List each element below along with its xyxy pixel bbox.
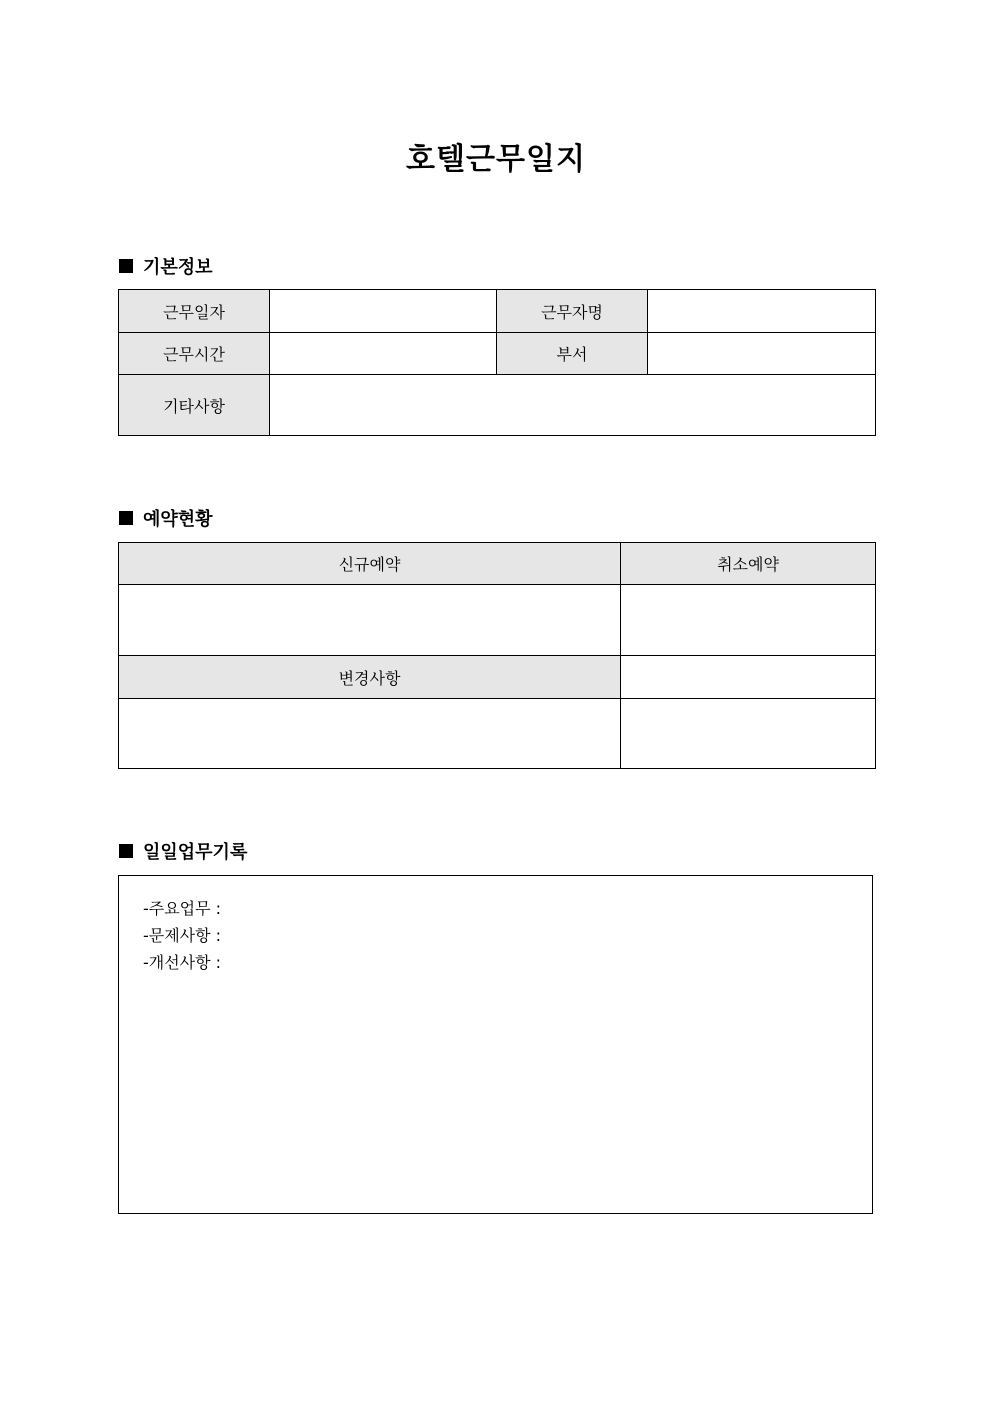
change-value[interactable]	[119, 699, 621, 769]
reservations-table	[118, 542, 876, 769]
daily-log-heading-text: 일일업무기록	[143, 842, 248, 863]
square-bullet-icon	[119, 844, 133, 858]
reservations-heading-text: 예약현황	[143, 509, 213, 530]
basic-info-table	[118, 289, 876, 436]
cancel-reservation-value[interactable]	[621, 585, 876, 656]
change-label: 변경사항	[119, 656, 621, 699]
new-reservation-label: 신규예약	[119, 543, 621, 585]
work-time-value[interactable]	[270, 333, 497, 375]
basic-info-heading	[119, 253, 213, 279]
work-time-label: 근무시간	[119, 333, 270, 375]
change-extra-value[interactable]	[621, 699, 876, 769]
improvements-line: -개선사항 :	[143, 953, 222, 972]
change-side-cell[interactable]	[621, 656, 876, 699]
department-value[interactable]	[648, 333, 876, 375]
work-date-value[interactable]	[270, 290, 497, 333]
main-tasks-line: -주요업무 :	[143, 899, 222, 918]
daily-log-box[interactable]	[118, 875, 873, 1214]
department-label: 부서	[497, 333, 648, 375]
basic-info-heading-text: 기본정보	[143, 257, 213, 278]
cancel-reservation-label: 취소예약	[621, 543, 876, 585]
worker-name-label: 근무자명	[497, 290, 648, 333]
square-bullet-icon	[119, 259, 133, 273]
work-date-label: 근무일자	[119, 290, 270, 333]
reservations-heading	[119, 505, 213, 531]
notes-value[interactable]	[270, 375, 876, 436]
issues-line: -문제사항 :	[143, 926, 222, 945]
document-title: 호텔근무일지	[406, 142, 586, 177]
new-reservation-value[interactable]	[119, 585, 621, 656]
worker-name-value[interactable]	[648, 290, 876, 333]
daily-log-heading	[119, 838, 247, 864]
notes-label: 기타사항	[119, 375, 270, 436]
square-bullet-icon	[119, 511, 133, 525]
